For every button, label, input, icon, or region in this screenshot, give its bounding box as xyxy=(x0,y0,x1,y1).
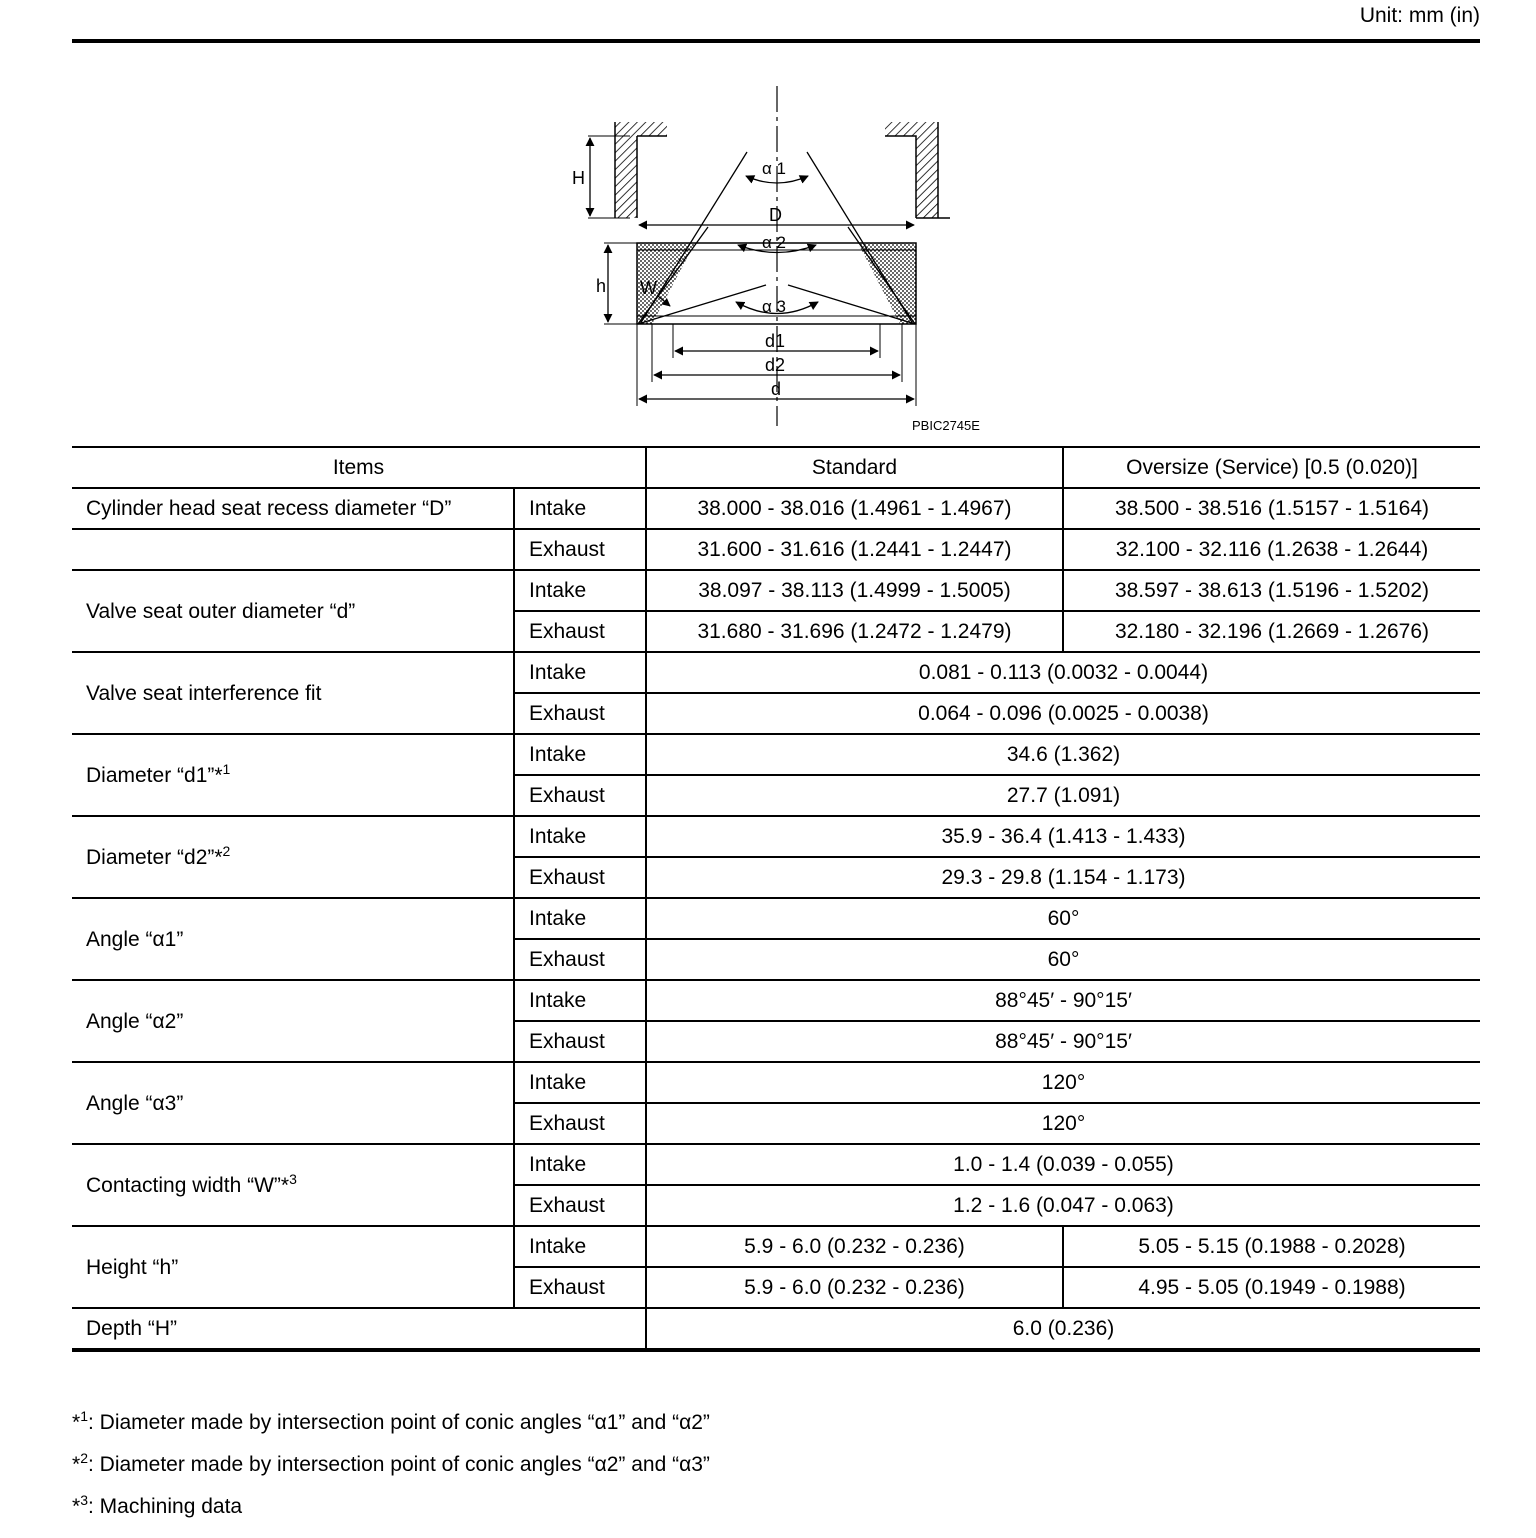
cell-value: 60° xyxy=(646,898,1480,939)
cell-value: 38.097 - 38.113 (1.4999 - 1.5005) xyxy=(646,570,1063,611)
header-standard: Standard xyxy=(646,447,1063,488)
table-row xyxy=(72,816,1480,857)
cell-value: 5.9 - 6.0 (0.232 - 0.236) xyxy=(646,1267,1063,1308)
header-oversize: Oversize (Service) [0.5 (0.020)] xyxy=(1063,447,1480,488)
footnotes xyxy=(72,1402,710,1528)
cell-value: 5.05 - 5.15 (0.1988 - 0.2028) xyxy=(1063,1226,1480,1267)
cell-value: 0.081 - 0.113 (0.0032 - 0.0044) xyxy=(646,652,1480,693)
row-label: Angle “α2” xyxy=(72,980,514,1062)
row-label xyxy=(72,1144,514,1226)
sub-intake: Intake xyxy=(514,734,646,775)
row-label: Cylinder head seat recess diameter “D” xyxy=(72,488,514,529)
H-label: H xyxy=(572,168,585,188)
row-label: Angle “α3” xyxy=(72,1062,514,1144)
sub-exhaust: Exhaust xyxy=(514,857,646,898)
footnote-2: *$^2$: Diameter made by intersection point of conic angles “α2” and “α3” xyxy=(72,1450,710,1476)
row-label: Valve seat outer diameter “d” xyxy=(72,570,514,652)
sub-exhaust: Exhaust xyxy=(514,939,646,980)
sub-intake: Intake xyxy=(514,570,646,611)
footnote-3: *$^3$: Machining data xyxy=(72,1492,243,1518)
cell-value: 120° xyxy=(646,1103,1480,1144)
alpha1-label: α 1 xyxy=(762,159,787,178)
cell-value: 120° xyxy=(646,1062,1480,1103)
row-label-empty xyxy=(72,529,514,570)
row-label: Angle “α1” xyxy=(72,898,514,980)
table-row xyxy=(72,1226,1480,1267)
table-row xyxy=(72,1308,1480,1350)
table-row xyxy=(72,734,1480,775)
sub-exhaust: Exhaust xyxy=(514,611,646,652)
figure-id: PBIC2745E xyxy=(912,418,980,433)
cell-value: 38.597 - 38.613 (1.5196 - 1.5202) xyxy=(1063,570,1480,611)
row-label: Height “h” xyxy=(72,1226,514,1308)
cell-value: 38.500 - 38.516 (1.5157 - 1.5164) xyxy=(1063,488,1480,529)
sub-exhaust: Exhaust xyxy=(514,1021,646,1062)
sub-exhaust: Exhaust xyxy=(514,693,646,734)
cell-value: 31.680 - 31.696 (1.2472 - 1.2479) xyxy=(646,611,1063,652)
sub-intake: Intake xyxy=(514,980,646,1021)
d2-label: d2 xyxy=(765,355,786,375)
cell-value: 32.180 - 32.196 (1.2669 - 1.2676) xyxy=(1063,611,1480,652)
d1-label: d1 xyxy=(765,331,786,351)
table-row xyxy=(72,1144,1480,1185)
sub-intake: Intake xyxy=(514,816,646,857)
row-label xyxy=(72,816,514,898)
sub-exhaust: Exhaust xyxy=(514,1185,646,1226)
sub-intake: Intake xyxy=(514,488,646,529)
cell-value: 5.9 - 6.0 (0.232 - 0.236) xyxy=(646,1226,1063,1267)
cell-value: 35.9 - 36.4 (1.413 - 1.433) xyxy=(646,816,1480,857)
table-header-row xyxy=(72,447,1480,488)
table-row xyxy=(72,898,1480,939)
cell-value: 88°45′ - 90°15′ xyxy=(646,1021,1480,1062)
sub-exhaust: Exhaust xyxy=(514,529,646,570)
row-label: Depth “H” xyxy=(72,1308,646,1350)
cell-value: 4.95 - 5.05 (0.1949 - 0.1988) xyxy=(1063,1267,1480,1308)
sub-exhaust: Exhaust xyxy=(514,1267,646,1308)
sub-exhaust: Exhaust xyxy=(514,1103,646,1144)
cell-value: 27.7 (1.091) xyxy=(646,775,1480,816)
cell-value: 1.0 - 1.4 (0.039 - 0.055) xyxy=(646,1144,1480,1185)
cell-value: 60° xyxy=(646,939,1480,980)
row-label: Valve seat interference fit xyxy=(72,652,514,734)
row-label-text: Contacting width “W”* xyxy=(86,1173,290,1197)
cell-value: 29.3 - 29.8 (1.154 - 1.173) xyxy=(646,857,1480,898)
footnote-ref: 2 xyxy=(222,842,231,859)
cell-value: 6.0 (0.236) xyxy=(646,1308,1480,1350)
sub-intake: Intake xyxy=(514,1062,646,1103)
sub-intake: Intake xyxy=(514,898,646,939)
cell-value: 38.000 - 38.016 (1.4961 - 1.4967) xyxy=(646,488,1063,529)
cylinder-head-right xyxy=(885,122,950,218)
table-row xyxy=(72,488,1480,529)
table-row xyxy=(72,529,1480,570)
cell-value: 31.600 - 31.616 (1.2441 - 1.2447) xyxy=(646,529,1063,570)
alpha3-label: α 3 xyxy=(762,297,787,316)
cell-value: 88°45′ - 90°15′ xyxy=(646,980,1480,1021)
sub-exhaust: Exhaust xyxy=(514,775,646,816)
unit-label: Unit: mm (in) xyxy=(1359,4,1480,27)
table-row xyxy=(72,570,1480,611)
row-label-text: Diameter “d1”* xyxy=(86,763,223,787)
sub-intake: Intake xyxy=(514,652,646,693)
D-label: D xyxy=(769,205,782,225)
cell-value: 1.2 - 1.6 (0.047 - 0.063) xyxy=(646,1185,1480,1226)
top-rule xyxy=(72,39,1480,43)
table-row xyxy=(72,980,1480,1021)
cell-value: 34.6 (1.362) xyxy=(646,734,1480,775)
footnote-1: *$^1$: Diameter made by intersection point of conic angles “α1” and “α2” xyxy=(72,1408,710,1434)
header-items: Items xyxy=(72,447,646,488)
h-label: h xyxy=(596,276,607,296)
valve-seat-spec-table xyxy=(72,446,1480,1352)
table-row xyxy=(72,1062,1480,1103)
footnote-ref: 3 xyxy=(289,1170,297,1187)
cell-value: 32.100 - 32.116 (1.2638 - 1.2644) xyxy=(1063,529,1480,570)
W-label: W xyxy=(640,278,657,298)
row-label-text: Diameter “d2”* xyxy=(86,845,223,869)
footnote-ref: 1 xyxy=(222,760,231,777)
sub-intake: Intake xyxy=(514,1144,646,1185)
alpha2-label: α 2 xyxy=(762,233,787,252)
sub-intake: Intake xyxy=(514,1226,646,1267)
table-row xyxy=(72,652,1480,693)
cell-value: 0.064 - 0.096 (0.0025 - 0.0038) xyxy=(646,693,1480,734)
row-label xyxy=(72,734,514,816)
d-label: d xyxy=(771,379,782,399)
valve-seat-diagram xyxy=(560,80,1000,440)
